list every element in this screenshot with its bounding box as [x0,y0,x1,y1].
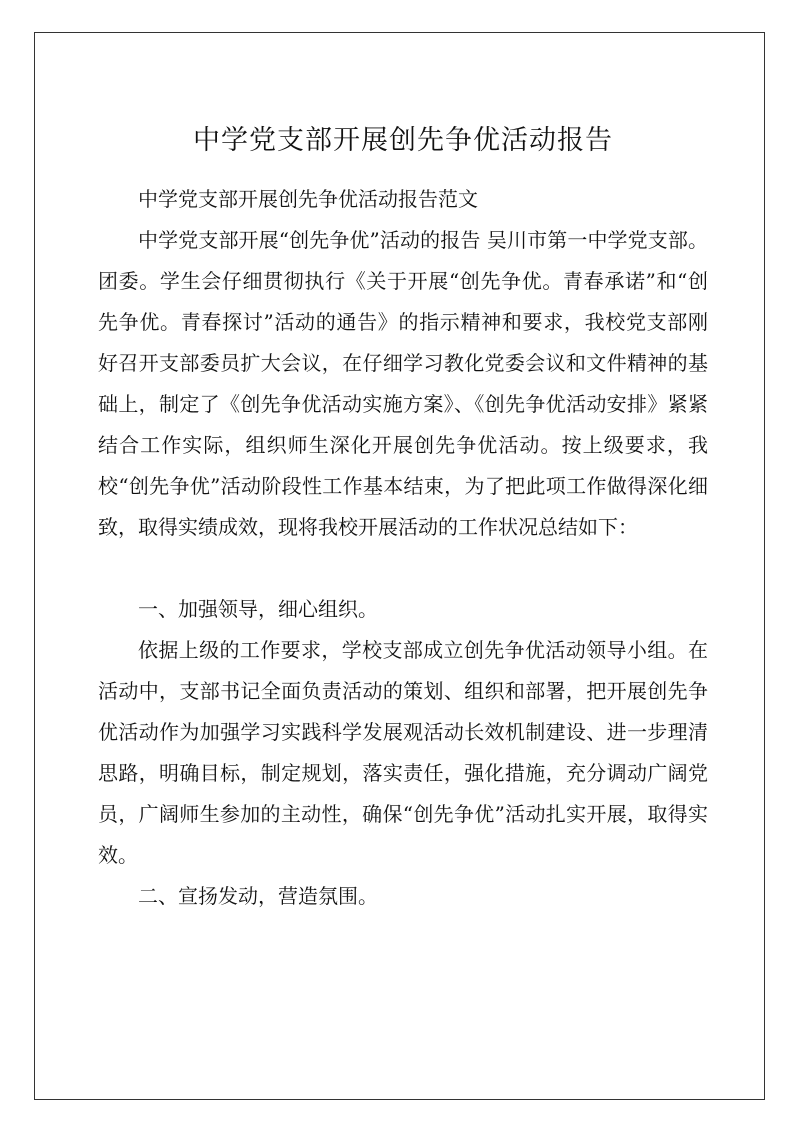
document-title: 中学党支部开展创先争优活动报告 [193,125,613,156]
document-subtitle: 中学党支部开展创先争优活动报告范文 [138,187,478,211]
intro-paragraph: 中学党支部开展“创先争优”活动的报告 吴川市第一中学党支部。团委。学生会仔细贯彻执行《关于开展“创先争优。青春承诺”和“创先争优。青春探讨”活动的通告》的指示精神和要求，我校党支部刚好召开支部委员扩大会议，在仔细学习教化党委会议和文件精神的基础上，制定了《创先争优活动实施方案》、《创先争优活动安排》紧紧结合工作实际，组织师生深化开展创先争优活动。按上级要求，我校“创先争优”活动阶段性工作基本结束，为了把此项工作做得深化细致，取得实绩成效，现将我校开展活动的工作状况总结如下： [98,228,708,539]
paragraph-gap [98,548,708,589]
section-1-paragraph: 依据上级的工作要求，学校支部成立创先争优活动领导小组。在活动中，支部书记全面负责活动的策划、组织和部署，把开展创先争优活动作为加强学习实践科学发展观活动长效机制建设、进一步理清思路，明确目标，制定规划，落实责任，强化措施，充分调动广阔党员，广阔师生参加的主动性，确保“创先争优”活动扎实开展，取得实效。 [98,638,708,867]
document-body [98,118,708,917]
section-heading-1: 一、加强领导，细心组织。 [138,597,378,621]
section-heading-2: 二、宣扬发动，营造氛围。 [138,884,378,908]
